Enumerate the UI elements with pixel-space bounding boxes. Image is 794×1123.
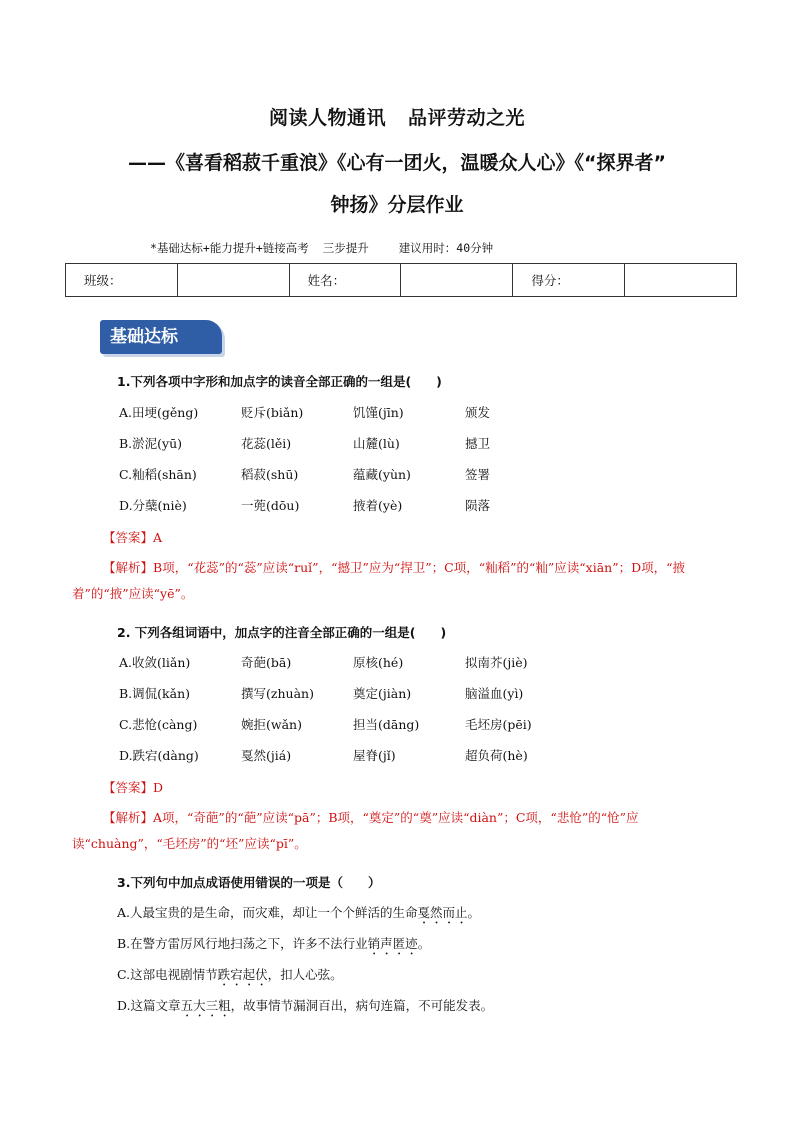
q3-option-d: [117, 996, 493, 1020]
q1-option-cell: 签署: [465, 467, 491, 482]
q1-option-cell: 撼卫: [465, 436, 491, 451]
section-badge: 基础达标: [100, 320, 222, 354]
title-part-b: 品评劳动之光: [408, 107, 526, 129]
q1-option-cell: 掖着(yè): [353, 498, 403, 513]
q2-option-cell: 婉拒(wǎn): [241, 717, 302, 732]
q3-b-end: 。: [417, 936, 431, 951]
name-label: 姓名：: [289, 264, 401, 297]
q1-option-cell: A.田埂(gěng): [119, 405, 199, 420]
q2-option-cell: 撰写(zhuàn): [241, 686, 314, 701]
q1-option-cell: 花蕊(lěi): [241, 436, 292, 451]
title-line-3: 钟扬》分层作业: [330, 194, 464, 216]
q1-option-cell: 山麓(lù): [353, 436, 400, 451]
q2-option-cell: 屋脊(jǐ): [353, 748, 396, 763]
q2-option-cell: B.调侃(kǎn): [119, 686, 190, 701]
q2-analysis: [72, 805, 732, 857]
q1-option-cell: D.分蘖(niè): [119, 498, 187, 513]
q1-answer: 【答案】A: [103, 530, 163, 545]
q3-c-idiom: 跌宕起伏: [217, 967, 268, 982]
q1-option-cell: 稻菽(shū): [241, 467, 299, 482]
q1-stem: 1.下列各项中字形和加点字的读音全部正确的一组是( ): [117, 374, 442, 389]
q2-option-cell: 担当(dāng): [353, 717, 420, 732]
name-field[interactable]: [401, 264, 513, 297]
q3-c-text: C.这部电视剧情节: [117, 967, 218, 982]
q2-stem: 2. 下列各组词语中，加点字的注音全部正确的一组是( ): [117, 625, 447, 640]
q2-option-cell: A.收敛(liǎn): [119, 655, 191, 670]
class-field[interactable]: [177, 264, 289, 297]
page-title: [0, 103, 794, 130]
q3-stem: 3.下列句中加点成语使用错误的一项是（ ）: [117, 875, 381, 890]
q1-option-cell: 一蔸(dōu): [241, 498, 300, 513]
q2-option-cell: C.悲怆(càng): [119, 717, 198, 732]
q3-option-c: [117, 965, 343, 989]
subtitle-time: 建议用时：40分钟: [398, 241, 494, 255]
q2-answer: 【答案】D: [103, 780, 164, 795]
q3-a-end: 。: [467, 905, 481, 920]
title-line-2: ——《喜看稻菽千重浪》《心有一团火，温暖众人心》《“探界者”: [128, 152, 666, 174]
q3-d-idiom: 五大三粗: [180, 998, 231, 1013]
q1-option-cell: 陨落: [465, 498, 491, 513]
q2-option-cell: 戛然(jiá): [241, 748, 292, 763]
q2-option-cell: D.跌宕(dàng): [119, 748, 199, 763]
q1-option-cell: 贬斥(biǎn): [241, 405, 304, 420]
class-label: 班级：: [66, 264, 178, 297]
q1-option-cell: 饥馑(jīn): [353, 405, 404, 420]
q3-a-text: A.人最宝贵的是生命，而灾难，却让一个个鲜活的生命: [117, 905, 418, 920]
subtitle-tagline: 三步提升: [322, 241, 369, 255]
q2-option-cell: 超负荷(hè): [465, 748, 528, 763]
info-table: [65, 263, 737, 297]
q2-option-cell: 毛坯房(pēi): [465, 717, 532, 732]
subtitle: [150, 240, 493, 256]
subtitle-steps: *基础达标+能力提升+链接高考: [150, 241, 309, 255]
q2-option-cell: 奇葩(bā): [241, 655, 292, 670]
q1-option-cell: 颁发: [465, 405, 491, 420]
q3-option-a: [117, 903, 480, 927]
q1-analysis-text: B项，“花蕊”的“蕊”应读“ruǐ”，“撼卫”应为“捍卫”；C项，“籼稻”的“籼”应读“xiān”；D项，“掖着”的“掖”应读“yē”。: [72, 560, 685, 601]
title-part-a: 阅读人物通讯: [268, 107, 386, 129]
q3-a-idiom: 戛然而止: [417, 905, 468, 920]
q3-d-end: ，故事情节漏洞百出，病句连篇，不可能发表。: [230, 998, 494, 1013]
q3-b-text: B.在警方雷厉风行地扫荡之下，许多不法行业: [117, 936, 368, 951]
q1-analysis: [72, 555, 732, 607]
q2-analysis-text: A项，“奇葩”的“葩”应读“pā”；B项，“奠定”的“奠”应读“diàn”；C项，“悲怆”的“怆”应读“chuàng”，“毛坯房”的“坯”应读“pī”。: [72, 810, 639, 851]
q1-analysis-label: 【解析】: [103, 560, 154, 575]
q1-option-cell: B.淤泥(yū): [119, 436, 183, 451]
q2-option-cell: 奠定(jiàn): [353, 686, 412, 701]
q1-option-cell: C.籼稻(shān): [119, 467, 197, 482]
q2-analysis-label: 【解析】: [103, 810, 154, 825]
score-label: 得分：: [513, 264, 625, 297]
score-field[interactable]: [625, 264, 737, 297]
q3-c-end: ，扣人心弦。: [267, 967, 343, 982]
q3-b-idiom: 销声匿迹: [367, 936, 418, 951]
q3-d-text: D.这篇文章: [117, 998, 181, 1013]
q2-option-cell: 脑溢血(yì): [465, 686, 524, 701]
q3-option-b: [117, 934, 430, 958]
q2-option-cell: 拟南芥(jiè): [465, 655, 528, 670]
q2-option-cell: 原核(hé): [353, 655, 404, 670]
q1-option-cell: 蕴藏(yùn): [353, 467, 411, 482]
